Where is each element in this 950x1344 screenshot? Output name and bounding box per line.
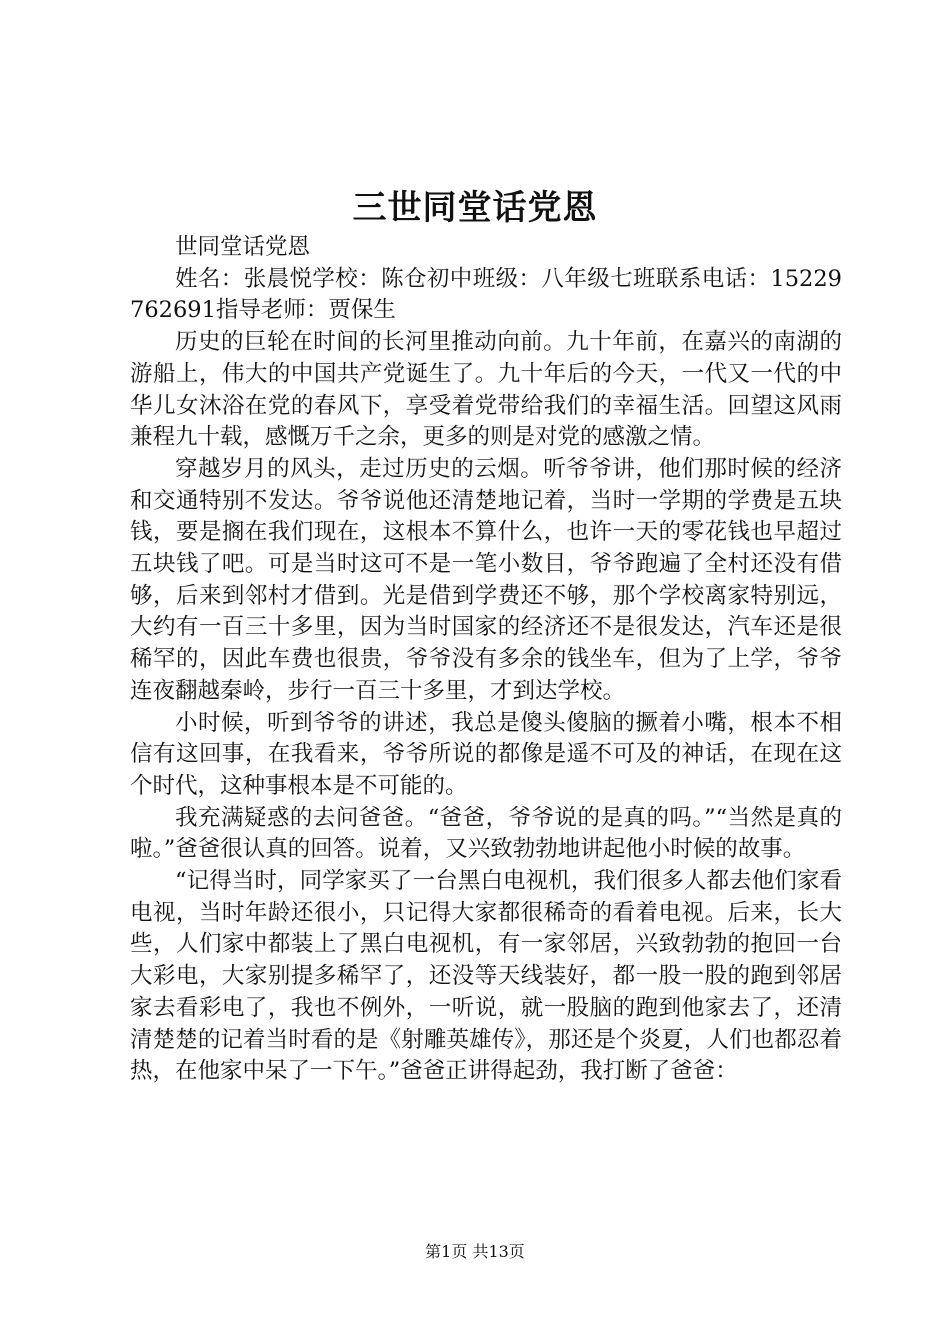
body-paragraph: 历史的巨轮在时间的长河里推动向前。九十年前，在嘉兴的南湖的游船上，伟大的中国共产党诞生了。九十年后的今天，一代又一代的中华儿女沐浴在党的春风下，享受着党带给我们的幸福生活。回望这风雨兼程九十载，感慨万千之余，更多的则是对党的感激之情。 <box>130 329 842 451</box>
author-info-paragraph: 姓名：张晨悦学校：陈仓初中班级：八年级七班联系电话：15229762691指导老师：贾保生 <box>130 265 842 324</box>
document-title: 三世同堂话党恩 <box>352 188 598 228</box>
document-body <box>130 232 842 1088</box>
body-paragraph: 穿越岁月的风头，走过历史的云烟。听爷爷讲，他们那时候的经济和交通特别不发达。爷爷说他还清楚地记着，当时一学期的学费是五块钱，要是搁在我们现在，这根本不算什么，也许一天的零花钱也早超过五块钱了吧。可是当时这可不是一笔小数目，爷爷跑遍了全村还没有借够，后来到邻村才借到。光是借到学费还不够，那个学校离家特别远，大约有一百三十多里，因为当时国家的经济还不是很发达，汽车还是很稀罕的，因此车费也很贵，爷爷没有多余的钱坐车，但为了上学，爷爷连夜翻越秦岭，步行一百三十多里，才到达学校。 <box>130 455 842 704</box>
body-paragraph: “记得当时，同学家买了一台黑白电视机，我们很多人都去他们家看电视，当时年龄还很小，只记得大家都很稀奇的看着电视。后来，长大些，人们家中都装上了黑白电视机，有一家邻居，兴致勃勃的抱回一台大彩电，大家别提多稀罕了，还没等天线装好，都一股一股的跑到邻居家去看彩电了，我也不例外，一听说，就一股脑的跑到他家去了，还清清楚楚的记着当时看的是《射雕英雄传》，那还是个炎夏，人们也都忍着热，在他家中呆了一下午。”爸爸正讲得起劲，我打断了爸爸： <box>130 868 842 1085</box>
subtitle-paragraph: 世同堂话党恩 <box>175 234 311 260</box>
body-paragraph: 我充满疑惑的去问爸爸。“爸爸，爷爷说的是真的吗。”“当然是真的啦。”爸爸很认真的回答。说着，又兴致勃勃地讲起他小时候的故事。 <box>130 804 842 863</box>
page-footer: 第1页 共13页 <box>425 1242 525 1261</box>
body-paragraph: 小时候，听到爷爷的讲述，我总是傻头傻脑的撅着小嘴，根本不相信有这回事，在我看来，爷爷所说的都像是遥不可及的神话，在现在这个时代，这种事根本是不可能的。 <box>130 709 842 799</box>
